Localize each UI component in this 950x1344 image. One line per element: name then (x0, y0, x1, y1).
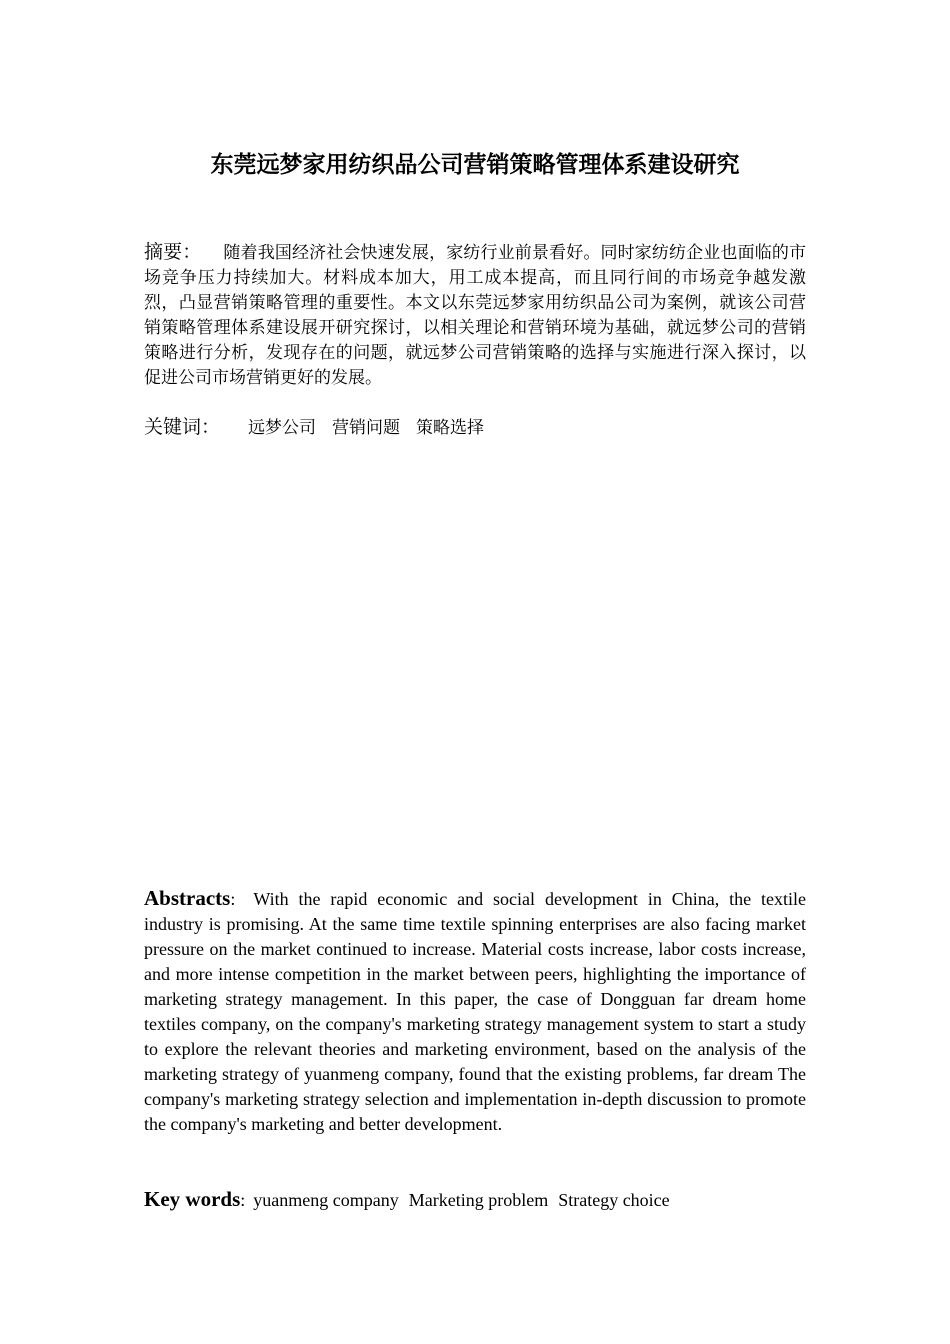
english-abstract-colon: : (230, 889, 236, 909)
english-keywords-label: Key words (144, 1187, 241, 1211)
chinese-keywords (144, 413, 806, 442)
chinese-abstract-text: 随着我国经济社会快速发展，家纺行业前景看好。同时家纺纺企业也面临的市场竞争压力持续加大。材料成本加大，用工成本提高，而且同行间的市场竞争越发激烈，凸显营销策略管理的重要性。本文以东莞远梦家用纺织品公司为案例，就该公司营销策略管理体系建设展开研究探讨，以相关理论和营销环境为基础，就远梦公司的营销策略进行分析，发现存在的问题，就远梦公司营销策略的选择与实施进行深入探讨，以促进公司市场营销更好的发展。 (144, 243, 806, 388)
paper-title: 东莞远梦家用纺织品公司营销策略管理体系建设研究 (210, 151, 740, 178)
chinese-keywords-label: 关键词： (144, 416, 221, 438)
english-keyword: Strategy choice (558, 1190, 670, 1210)
chinese-abstract (144, 240, 806, 391)
english-keywords-colon: : (240, 1190, 246, 1210)
chinese-keyword: 营销问题 (332, 418, 401, 438)
english-keyword: Marketing problem (408, 1190, 549, 1210)
english-keywords (144, 1185, 806, 1214)
english-abstract-label: Abstracts (144, 886, 231, 910)
english-keyword: yuanmeng company (253, 1190, 399, 1210)
chinese-abstract-label: 摘要： (144, 241, 202, 263)
english-abstract-text: With the rapid economic and social development in China, the textile industry is promising. At the same time textile spinning enterprises are also facing market pressure on the market continued to increase. Material costs increase, labor costs increase, and more intense competition in the market between peers, highlighting the importance of marketing strategy management. In this paper, the case of Dongguan far dream home textiles company, on the company's marketing strategy management system to start a study to explore the relevant theories and marketing environment, based on the analysis of the marketing strategy of yuanmeng company, found that the existing problems, far dream The company's marketing strategy selection and implementation in-depth discussion to promote the company's marketing and better development. (144, 889, 806, 1134)
chinese-keyword: 远梦公司 (248, 418, 317, 438)
english-abstract (144, 886, 806, 1137)
chinese-keyword: 策略选择 (416, 418, 485, 438)
